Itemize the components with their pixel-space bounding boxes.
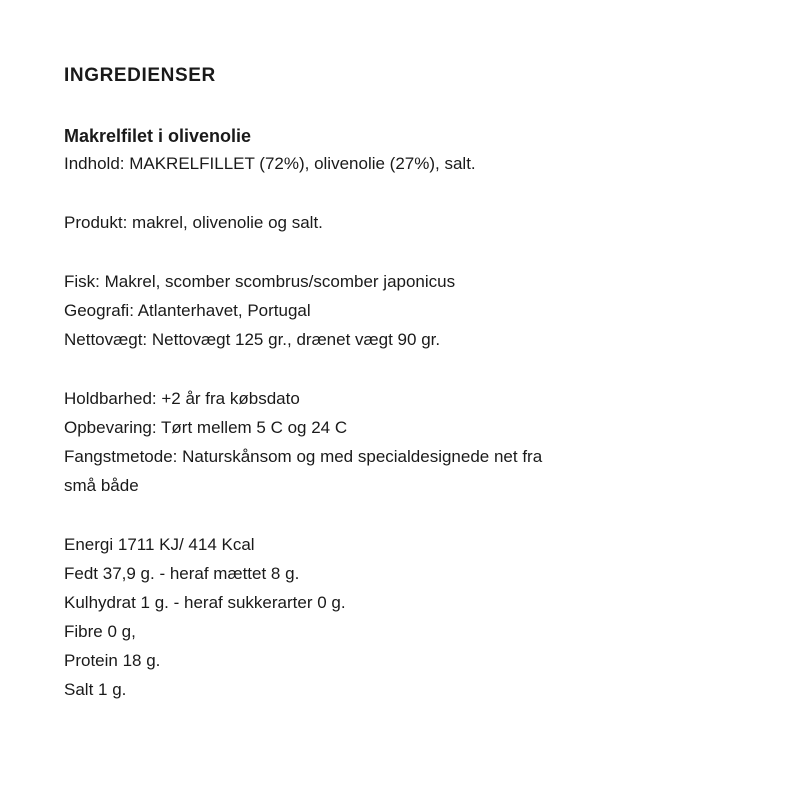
produkt-line: Produkt: makrel, olivenolie og salt.	[64, 213, 323, 232]
holdbarhed-line: Holdbarhed: +2 år fra købsdato	[64, 389, 300, 408]
protein-line: Protein 18 g.	[64, 651, 161, 670]
nettovaegt-line: Nettovægt: Nettovægt 125 gr., drænet vægt 90 gr.	[64, 330, 441, 349]
origin-block	[64, 267, 564, 354]
ingredients-content	[64, 64, 564, 704]
energi-line: Energi 1711 KJ/ 414 Kcal	[64, 535, 255, 554]
ingredients-line: Indhold: MAKRELFILLET (72%), olivenolie (27%), salt.	[64, 154, 476, 173]
product-name: Makrelfilet i olivenolie	[64, 126, 252, 146]
product-intro-block	[64, 124, 564, 178]
page-title: INGREDIENSER	[64, 65, 216, 86]
kulhydrat-line: Kulhydrat 1 g. - heraf sukkerarter 0 g.	[64, 593, 346, 612]
fisk-line: Fisk: Makrel, scomber scombrus/scomber japonicus	[64, 272, 456, 291]
geografi-line: Geografi: Atlanterhavet, Portugal	[64, 301, 311, 320]
fibre-line: Fibre 0 g,	[64, 622, 136, 641]
fedt-line: Fedt 37,9 g. - heraf mættet 8 g.	[64, 564, 300, 583]
storage-block	[64, 384, 564, 500]
product-block	[64, 208, 564, 237]
salt-line: Salt 1 g.	[64, 680, 127, 699]
nutrition-block	[64, 530, 564, 704]
fangstmetode-line: Fangstmetode: Naturskånsom og med specialdesignede net fra små både	[64, 447, 543, 495]
opbevaring-line: Opbevaring: Tørt mellem 5 C og 24 C	[64, 418, 348, 437]
